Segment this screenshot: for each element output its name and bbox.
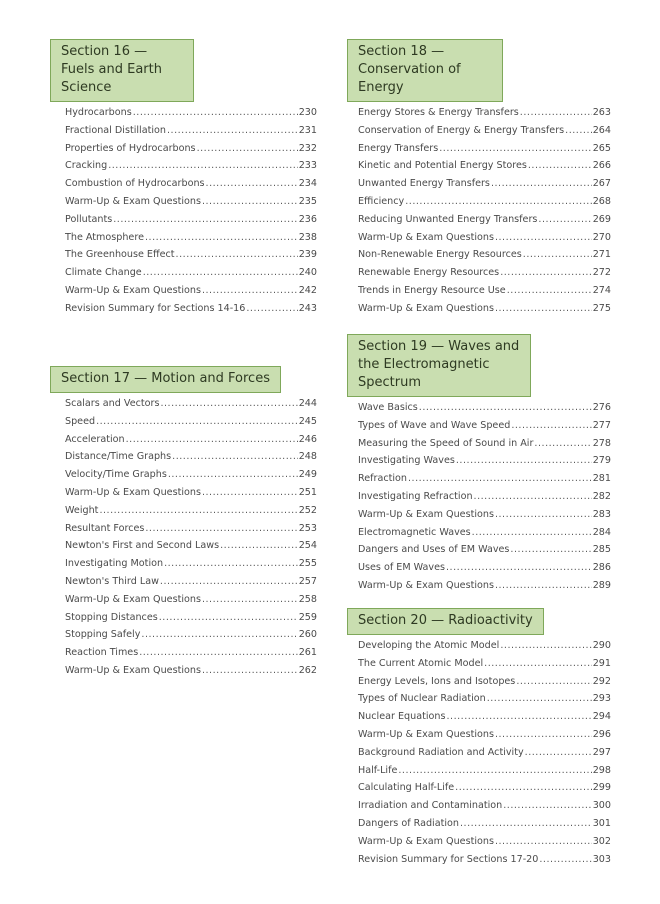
toc-entry-page: 268 [592, 195, 611, 207]
toc-entry-page: 297 [592, 746, 611, 758]
toc-entry-page: 267 [592, 178, 611, 190]
toc-entry-title: Refraction [358, 473, 407, 485]
dot-leader [507, 285, 592, 296]
toc-entry-title: Dangers of Radiation [358, 817, 459, 829]
toc-entry[interactable] [358, 765, 611, 783]
toc-entry[interactable] [358, 580, 611, 598]
dot-leader [160, 398, 297, 409]
dot-leader [472, 527, 592, 538]
toc-entry-page: 263 [592, 107, 611, 118]
dot-leader [202, 196, 298, 207]
toc-entry-title: The Greenhouse Effect [65, 249, 175, 261]
toc-entry-page: 275 [592, 302, 611, 314]
toc-entry-page: 294 [592, 711, 611, 723]
toc-entry[interactable] [358, 402, 611, 420]
toc-entry[interactable] [65, 267, 317, 285]
toc-entry[interactable] [65, 665, 317, 683]
toc-entry[interactable] [358, 143, 611, 161]
toc-entry-title: Investigating Motion [65, 558, 164, 570]
toc-entry-title: Conservation of Energy & Energy Transfers [358, 124, 565, 136]
toc-entry-page: 265 [592, 142, 611, 154]
toc-entry[interactable] [65, 469, 317, 487]
dot-leader [202, 665, 298, 676]
toc-entry-title: Unwanted Energy Transfers [358, 178, 490, 190]
toc-entry[interactable] [358, 836, 611, 854]
toc-entry[interactable] [358, 527, 611, 545]
section-19 [347, 334, 611, 598]
toc-entry-title: Energy Levels, Ions and Isotopes [358, 675, 516, 687]
toc-entry-title: The Atmosphere [65, 231, 144, 243]
section-heading: Section 18 — Conservation of Energy [347, 39, 503, 102]
dot-leader [520, 107, 592, 118]
toc-entry[interactable] [65, 451, 317, 469]
toc-entry-page: 274 [592, 284, 611, 296]
toc-list [50, 107, 317, 321]
toc-entry[interactable] [65, 160, 317, 178]
dot-leader [460, 818, 592, 829]
dot-leader [474, 491, 592, 502]
toc-entry[interactable] [358, 711, 611, 729]
toc-entry[interactable] [358, 232, 611, 250]
toc-entry[interactable] [65, 540, 317, 558]
toc-entry-title: Kinetic and Potential Energy Stores [358, 160, 527, 172]
toc-entry-page: 262 [298, 664, 317, 676]
toc-entry[interactable] [358, 178, 611, 196]
section-16 [50, 39, 317, 321]
dot-leader [539, 854, 591, 865]
toc-entry-title: Warm-Up & Exam Questions [358, 835, 494, 847]
toc-entry[interactable] [65, 285, 317, 303]
dot-leader [500, 640, 591, 651]
toc-entry-title: Cracking [65, 160, 108, 172]
dot-leader [220, 540, 298, 551]
toc-entry-title: Warm-Up & Exam Questions [358, 302, 494, 314]
dot-leader [511, 420, 591, 431]
toc-entry[interactable] [358, 562, 611, 580]
toc-entry[interactable] [65, 487, 317, 505]
toc-entry[interactable] [65, 249, 317, 267]
dot-leader [133, 107, 298, 118]
toc-entry[interactable] [358, 854, 611, 872]
toc-entry[interactable] [358, 729, 611, 747]
toc-entry[interactable] [358, 544, 611, 562]
toc-entry-title: Efficiency [358, 195, 405, 207]
toc-entry-title: Distance/Time Graphs [65, 451, 172, 463]
dot-leader [143, 267, 298, 278]
toc-entry[interactable] [65, 434, 317, 452]
toc-entry-page: 284 [592, 526, 611, 538]
toc-entry[interactable] [65, 647, 317, 665]
toc-entry[interactable] [65, 612, 317, 630]
toc-entry-title: Speed [65, 415, 96, 427]
toc-entry-page: 282 [592, 490, 611, 502]
toc-entry-title: Acceleration [65, 433, 125, 445]
toc-entry-title: Fractional Distillation [65, 124, 166, 136]
dot-leader [510, 544, 591, 555]
toc-entry-title: Revision Summary for Sections 14-16 [65, 302, 246, 314]
toc-entry[interactable] [65, 629, 317, 647]
toc-entry-title: Revision Summary for Sections 17-20 [358, 853, 539, 865]
toc-entry-page: 300 [592, 800, 611, 812]
toc-entry-title: Uses of EM Waves [358, 562, 445, 574]
toc-entry-title: Warm-Up & Exam Questions [358, 728, 494, 740]
toc-entry[interactable] [65, 125, 317, 143]
dot-leader [495, 729, 592, 740]
dot-leader [172, 451, 298, 462]
dot-leader [168, 469, 298, 480]
toc-entry-title: Warm-Up & Exam Questions [65, 664, 201, 676]
toc-entry-title: Types of Nuclear Radiation [358, 693, 486, 705]
toc-entry[interactable] [358, 420, 611, 438]
dot-leader [139, 647, 297, 658]
toc-entry[interactable] [358, 818, 611, 836]
section-heading: Section 19 — Waves and the Electromagnetic Spectrum [347, 334, 531, 397]
toc-entry-page: 293 [592, 693, 611, 705]
toc-entry-title: Warm-Up & Exam Questions [358, 231, 494, 243]
toc-entry-page: 259 [298, 611, 317, 623]
toc-entry[interactable] [358, 303, 611, 321]
toc-entry-page: 235 [298, 195, 317, 207]
toc-entry-page: 289 [592, 579, 611, 591]
dot-leader [197, 143, 298, 154]
toc-entry-title: Developing the Atomic Model [358, 640, 500, 651]
dot-leader [491, 178, 592, 189]
toc-entry[interactable] [358, 640, 611, 658]
toc-entry[interactable] [358, 800, 611, 818]
toc-entry-page: 276 [592, 402, 611, 413]
toc-entry-title: Background Radiation and Activity [358, 746, 524, 758]
toc-entry-page: 232 [298, 142, 317, 154]
dot-leader [484, 658, 592, 669]
dot-leader [206, 178, 298, 189]
toc-list [347, 640, 611, 871]
toc-entry-title: Non-Renewable Energy Resources [358, 249, 522, 261]
toc-entry-title: Half-Life [358, 764, 398, 776]
dot-leader [126, 434, 298, 445]
toc-entry-page: 270 [592, 231, 611, 243]
toc-entry-title: Warm-Up & Exam Questions [65, 284, 201, 296]
toc-entry-title: Irradiation and Contamination [358, 800, 503, 812]
toc-entry-title: Nuclear Equations [358, 711, 446, 723]
toc-entry-page: 279 [592, 455, 611, 467]
toc-entry-title: Warm-Up & Exam Questions [65, 195, 201, 207]
toc-entry-page: 245 [298, 415, 317, 427]
toc-entry-title: Measuring the Speed of Sound in Air [358, 437, 534, 449]
toc-entry-title: Trends in Energy Resource Use [358, 284, 506, 296]
toc-entry-title: Pollutants [65, 213, 113, 225]
dot-leader [176, 249, 298, 260]
toc-entry[interactable] [358, 782, 611, 800]
toc-entry[interactable] [65, 232, 317, 250]
dot-leader [495, 232, 592, 243]
toc-entry-page: 302 [592, 835, 611, 847]
toc-entry[interactable] [65, 178, 317, 196]
toc-entry[interactable] [358, 658, 611, 676]
toc-entry-page: 261 [298, 647, 317, 659]
toc-entry-page: 257 [298, 575, 317, 587]
dot-leader [246, 303, 297, 314]
toc-entry-page: 272 [592, 267, 611, 279]
toc-entry-title: Stopping Distances [65, 611, 158, 623]
dot-leader [405, 196, 591, 207]
toc-entry[interactable] [65, 107, 317, 125]
toc-entry-title: Warm-Up & Exam Questions [358, 508, 494, 520]
toc-entry-page: 283 [592, 508, 611, 520]
toc-entry-title: Energy Stores & Energy Transfers [358, 107, 519, 118]
toc-list [347, 402, 611, 598]
toc-entry-page: 233 [298, 160, 317, 172]
toc-entry-page: 260 [298, 629, 317, 641]
toc-entry-page: 242 [298, 284, 317, 296]
toc-entry[interactable] [358, 107, 611, 125]
dot-leader [202, 594, 298, 605]
toc-entry-page: 254 [298, 540, 317, 552]
toc-entry-page: 231 [298, 124, 317, 136]
toc-entry-page: 303 [592, 853, 611, 865]
toc-entry[interactable] [65, 594, 317, 612]
dot-leader [503, 800, 591, 811]
toc-entry-title: Reducing Unwanted Energy Transfers [358, 213, 538, 225]
dot-leader [565, 125, 592, 136]
toc-entry[interactable] [358, 438, 611, 456]
toc-entry[interactable] [358, 509, 611, 527]
toc-entry-title: Weight [65, 504, 99, 516]
toc-entry-page: 301 [592, 817, 611, 829]
dot-leader [495, 509, 592, 520]
dot-leader [419, 402, 592, 413]
toc-entry-title: Warm-Up & Exam Questions [358, 579, 494, 591]
dot-leader [446, 711, 591, 722]
toc-entry-title: Investigating Waves [358, 455, 455, 467]
toc-entry-page: 299 [592, 782, 611, 794]
toc-entry[interactable] [358, 455, 611, 473]
section-17 [50, 366, 317, 683]
dot-leader [398, 765, 591, 776]
toc-entry-page: 251 [298, 486, 317, 498]
toc-entry[interactable] [358, 214, 611, 232]
toc-entry[interactable] [358, 693, 611, 711]
toc-entry-title: Newton's Third Law [65, 575, 159, 587]
toc-entry-title: Warm-Up & Exam Questions [65, 593, 201, 605]
toc-entry-page: 234 [298, 178, 317, 190]
dot-leader [99, 505, 297, 516]
dot-leader [523, 249, 592, 260]
toc-entry[interactable] [65, 214, 317, 232]
section-heading: Section 17 — Motion and Forces [50, 366, 281, 393]
toc-entry[interactable] [65, 558, 317, 576]
toc-entry-title: Investigating Refraction [358, 490, 473, 502]
toc-entry-page: 264 [592, 124, 611, 136]
toc-entry-title: Wave Basics [358, 402, 418, 413]
toc-entry-page: 266 [592, 160, 611, 172]
dot-leader [487, 693, 592, 704]
toc-entry[interactable] [65, 523, 317, 541]
dot-leader [108, 160, 297, 171]
toc-list [50, 398, 317, 683]
toc-entry[interactable] [358, 196, 611, 214]
toc-entry-title: Properties of Hydrocarbons [65, 142, 196, 154]
toc-entry-page: 239 [298, 249, 317, 261]
toc-entry-title: Stopping Safely [65, 629, 141, 641]
toc-entry[interactable] [65, 416, 317, 434]
toc-entry-page: 252 [298, 504, 317, 516]
dot-leader [528, 160, 592, 171]
toc-entry-page: 290 [592, 640, 611, 651]
toc-entry[interactable] [65, 576, 317, 594]
dot-leader [145, 523, 297, 534]
section-20 [347, 608, 611, 871]
dot-leader [495, 836, 592, 847]
toc-entry-page: 286 [592, 562, 611, 574]
dot-leader [202, 285, 298, 296]
toc-entry-page: 248 [298, 451, 317, 463]
toc-entry-page: 255 [298, 558, 317, 570]
dot-leader [164, 558, 298, 569]
dot-leader [538, 214, 591, 225]
toc-entry-page: 278 [592, 437, 611, 449]
toc-entry[interactable] [358, 160, 611, 178]
toc-entry[interactable] [358, 285, 611, 303]
dot-leader [160, 576, 298, 587]
toc-entry[interactable] [65, 196, 317, 214]
dot-leader [141, 629, 297, 640]
toc-entry-page: 292 [592, 675, 611, 687]
toc-entry[interactable] [358, 491, 611, 509]
toc-entry-page: 240 [298, 267, 317, 279]
toc-entry-page: 253 [298, 522, 317, 534]
toc-entry[interactable] [358, 747, 611, 765]
toc-entry[interactable] [65, 303, 317, 321]
toc-entry-page: 281 [592, 473, 611, 485]
toc-entry-title: Scalars and Vectors [65, 398, 160, 409]
section-heading: Section 20 — Radioactivity [347, 608, 544, 635]
toc-entry-title: The Current Atomic Model [358, 657, 484, 669]
toc-entry-page: 269 [592, 213, 611, 225]
toc-entry-page: 236 [298, 213, 317, 225]
dot-leader [495, 580, 592, 591]
toc-entry-title: Energy Transfers [358, 142, 439, 154]
section-18 [347, 39, 611, 321]
dot-leader [456, 455, 592, 466]
toc-entry-title: Types of Wave and Wave Speed [358, 419, 511, 431]
toc-entry[interactable] [358, 125, 611, 143]
dot-leader [534, 438, 591, 449]
toc-entry[interactable] [358, 676, 611, 694]
dot-leader [455, 782, 592, 793]
dot-leader [159, 612, 298, 623]
dot-leader [516, 676, 591, 687]
toc-entry-page: 244 [298, 398, 317, 409]
dot-leader [113, 214, 297, 225]
toc-entry-page: 243 [298, 302, 317, 314]
toc-entry-page: 291 [592, 657, 611, 669]
toc-entry-title: Velocity/Time Graphs [65, 469, 167, 481]
toc-entry-page: 246 [298, 433, 317, 445]
dot-leader [408, 473, 592, 484]
toc-entry-page: 298 [592, 764, 611, 776]
toc-entry-page: 296 [592, 728, 611, 740]
toc-entry-title: Climate Change [65, 267, 142, 279]
toc-entry-title: Electromagnetic Waves [358, 526, 471, 538]
toc-entry-page: 285 [592, 544, 611, 556]
dot-leader [202, 487, 298, 498]
dot-leader [500, 267, 592, 278]
toc-entry-page: 249 [298, 469, 317, 481]
section-heading: Section 16 — Fuels and Earth Science [50, 39, 194, 102]
toc-entry-page: 238 [298, 231, 317, 243]
toc-entry-title: Renewable Energy Resources [358, 267, 500, 279]
toc-entry[interactable] [65, 505, 317, 523]
toc-entry-title: Combustion of Hydrocarbons [65, 178, 205, 190]
toc-entry-title: Newton's First and Second Laws [65, 540, 220, 552]
dot-leader [495, 303, 592, 314]
dot-leader [525, 747, 592, 758]
toc-entry[interactable] [65, 398, 317, 416]
toc-entry[interactable] [65, 143, 317, 161]
dot-leader [446, 562, 592, 573]
toc-entry-page: 258 [298, 593, 317, 605]
toc-entry-title: Hydrocarbons [65, 107, 132, 118]
toc-entry[interactable] [358, 473, 611, 491]
toc-entry-title: Dangers and Uses of EM Waves [358, 544, 510, 556]
toc-entry-page: 277 [592, 419, 611, 431]
toc-entry[interactable] [358, 267, 611, 285]
toc-entry-title: Reaction Times [65, 647, 139, 659]
dot-leader [167, 125, 298, 136]
toc-entry-page: 271 [592, 249, 611, 261]
toc-entry-title: Calculating Half-Life [358, 782, 455, 794]
dot-leader [145, 232, 298, 243]
toc-entry-title: Warm-Up & Exam Questions [65, 486, 201, 498]
toc-entry-title: Resultant Forces [65, 522, 145, 534]
dot-leader [439, 143, 591, 154]
dot-leader [96, 416, 298, 427]
toc-entry-page: 230 [298, 107, 317, 118]
toc-list [347, 107, 611, 321]
toc-entry[interactable] [358, 249, 611, 267]
